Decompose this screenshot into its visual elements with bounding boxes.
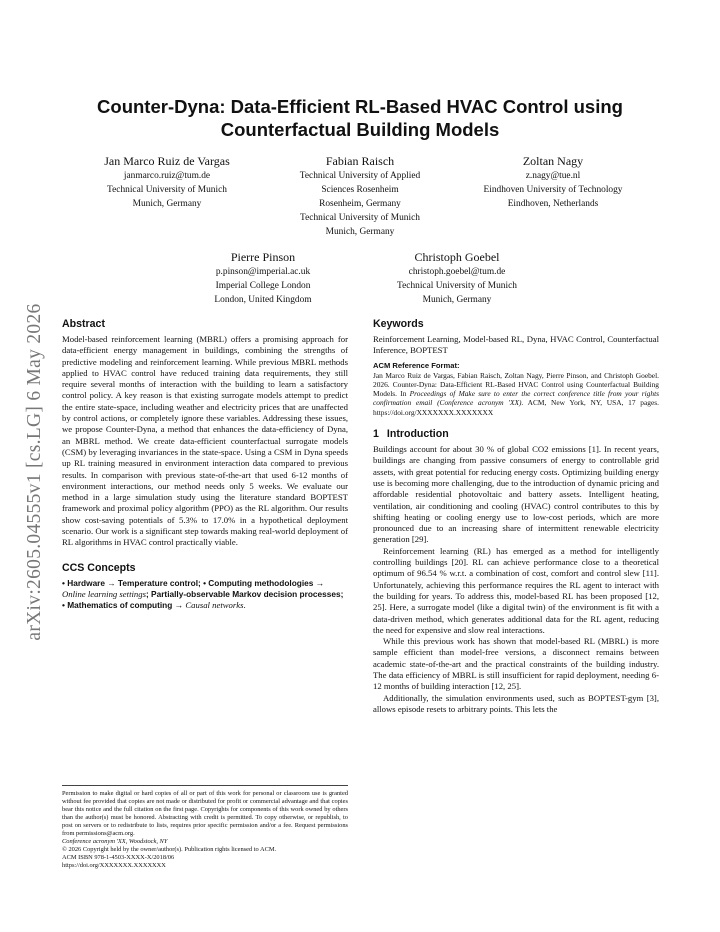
keywords-heading: Keywords (373, 318, 424, 330)
title-line-2: Counterfactual Building Models (220, 119, 500, 140)
ccs-concept-detail: → Causal networks (174, 600, 244, 611)
author-location: London, United Kingdom (214, 295, 312, 305)
intro-paragraph: Reinforcement learning (RL) has emerged as a method for intelligently controlling buildings [20]. RL can achieve performance close to a theoretical optimum of 96.54 % w.r.t. a combination of cost, comfort and control slew [11]. Unfortunately, achieving this performance requires the RL agent to interact with the building for years. To address this, model-based RL has been proposed [12, 25]. Here, a surrogate model (like a digital twin) of the environment is fit with a data-driven method, which generates additional data for the RL agent, reducing the need for expensive and slow real interactions. (373, 545, 659, 635)
intro-paragraph: While this previous work has shown that model-based RL (MBRL) is more sample efficient than model-free versions, a disconnect remains between academic state-of-the-art and the practical constraints of the building industry. The data efficiency of MBRL is still insufficient for rapid deployment, needing 6-12 months of building interaction [12, 25]. (373, 636, 659, 692)
author-name: Pierre Pinson (230, 250, 296, 264)
author-name: Fabian Raisch (325, 154, 395, 168)
author-location: Munich, Germany (132, 199, 202, 209)
author-block-2 (260, 153, 460, 239)
author-name: Jan Marco Ruiz de Vargas (104, 154, 230, 168)
acm-reference-proceedings: Proceedings of Make sure to enter the correct conference title from your rights confirmation email (Conference acronym 'XX). (373, 389, 660, 408)
author-email: christoph.goebel@tum.de (408, 267, 506, 277)
acm-reference-heading: ACM Reference Format: (373, 360, 460, 370)
author-affiliation: Technical University of Munich (397, 281, 517, 291)
author-location: Rosenheim, Germany (319, 199, 401, 209)
acm-reference-text (373, 371, 659, 417)
author-affiliation: Technical University of Munich (107, 185, 227, 195)
author-block-1 (67, 153, 267, 211)
author-affiliation: Imperial College London (215, 281, 311, 291)
author-affiliation: Sciences Rosenheim (321, 185, 399, 195)
ccs-concept: • Hardware → Temperature control (62, 577, 198, 588)
author-name: Zoltan Nagy (522, 154, 584, 168)
acm-reference-part: ACM, New York, NY, USA, 17 pages. https://doi.org/XXXXXXX.XXXXXXX (373, 398, 659, 417)
author-affiliation: Technical University of Applied (299, 171, 421, 181)
copyright-line: © 2026 Copyright held by the owner/author(s). Publication rights licensed to ACM. (62, 846, 277, 853)
author-location: Eindhoven, Netherlands (507, 199, 599, 209)
author-email: janmarco.ruiz@tum.de (123, 171, 211, 181)
permission-notice: Permission to make digital or hard copies of all or part of this work for personal or classroom use is granted without fee provided that copies are not made or distributed for profit or commercial advantage and that copies bear this notice and the full citation on the first page. Copyrights for components of this work owned by others than the author(s) must be honored. Abstracting with credit is permitted. To copy otherwise, or republish, to post on servers or to redistribute to lists, requires prior specific permission and/or a fee. Request permissions from permissions@acm.org. (62, 790, 348, 837)
acm-reference-part: Jan Marco Ruiz de Vargas, Fabian Raisch, Zoltan Nagy, Pierre Pinson, and Christoph Goebel. 2026. Counter-Dyna: Data-Efficient RL-Based HVAC Control using Counterfactual Building Models. In (373, 370, 659, 399)
author-email: z.nagy@tue.nl (525, 171, 581, 181)
right-column (373, 317, 659, 715)
copyright-footnote (62, 785, 348, 870)
title-line-1: Counter-Dyna: Data-Efficient RL-Based HVAC Control using (97, 96, 623, 117)
ccs-heading: CCS Concepts (62, 561, 136, 574)
author-affiliation: Eindhoven University of Technology (483, 185, 623, 195)
section-heading-introduction (373, 427, 659, 441)
author-location: Munich, Germany (325, 227, 395, 237)
arxiv-identifier: arXiv:2605.04555v1 [cs.LG] 6 May 2026 (24, 303, 45, 641)
section-title: Introduction (386, 428, 449, 441)
keywords-text: Reinforcement Learning, Model-based RL, Dyna, HVAC Control, Counterfactual Inference, BOPTEST (373, 334, 659, 356)
ccs-concept: ; • Computing methodologies (198, 577, 314, 588)
author-block-5 (357, 249, 557, 307)
author-block-4 (163, 249, 363, 307)
arxiv-sidebar (20, 262, 50, 682)
conference-line: Conference acronym 'XX, Woodstock, NY (62, 838, 168, 845)
paper-title (70, 95, 650, 141)
author-email: p.pinson@imperial.ac.uk (215, 267, 311, 277)
ccs-concept-detail: → Online learning settings (62, 577, 325, 599)
ccs-end: . (243, 600, 246, 611)
author-affiliation: Technical University of Munich (300, 213, 420, 223)
intro-paragraph: Buildings account for about 30 % of global CO2 emissions [1]. In recent years, buildings are changing from passive consumers of energy to controllable grid assets, with great potential for reducing energy costs. Optimizing building energy use is becoming more challenging, due to the introduction of dynamic pricing and affordable residential photovoltaic and battery assets. Intelligent heating, ventilation, air conditioning and cooling (HVAC) control contributes to this by shifting heating or cooling energy use to low-cost periods, which are more pronounced due to an increasing share of intermittent renewable electricity generation [29]. (373, 444, 659, 545)
ccs-concepts (62, 578, 348, 612)
abstract-text: Model-based reinforcement learning (MBRL) offers a promising approach for data-efficient energy management in buildings, combining the strengths of predictive modeling and reinforcement learning. While previous MBRL methods applied to HVAC control have reduced training data requirements, they still require several months of interaction with the building to learn a satisfactory control policy. A key reason is that existing surrogate models attempt to predict the entire state-space, including weather and electricity prices that are unaffected by control actions, or completely ignore these variables. Addressing these issues, we propose Counter-Dyna, a method that enhances the data-efficiency of Dyna, an MBRL method. We create data-efficient counterfactual surrogate models (CSM) by leveraging invariances in the state-space. Using a CSM in Dyna speeds up RL training measured in environment interaction data compared to previous results. In comparison with previous state-of-the-art that used 6-12 months of environment interactions, our method needs only 5 weeks. We evaluate our method in a large simulation study using the literature standard BOPTEST framework and proximal policy algorithm (PPO) as the RL algorithm. Our results show cost-saving potentials of 5.3% to 17.0% in a hypothetical deployment scenario. Our work is a significant step towards making real-world deployment of RL algorithms in HVAC control practically viable. (62, 334, 348, 548)
author-name: Christoph Goebel (414, 250, 500, 264)
ccs-concept: ; • Mathematics of computing (62, 588, 344, 611)
left-column (62, 317, 348, 612)
section-number: 1 (373, 428, 379, 441)
doi-line: https://doi.org/XXXXXXX.XXXXXXX (62, 862, 166, 869)
author-block-3 (453, 153, 653, 211)
abstract-heading: Abstract (62, 318, 105, 330)
ccs-concept: ; Partially-observable Markov decision processes (145, 588, 341, 599)
author-location: Munich, Germany (422, 295, 492, 305)
intro-paragraph: Additionally, the simulation environments used, such as BOPTEST-gym [3], allows episode resets to arbitrary points. This lets the (373, 692, 659, 714)
isbn-line: ACM ISBN 978-1-4503-XXXX-X/2018/06 (62, 854, 175, 861)
